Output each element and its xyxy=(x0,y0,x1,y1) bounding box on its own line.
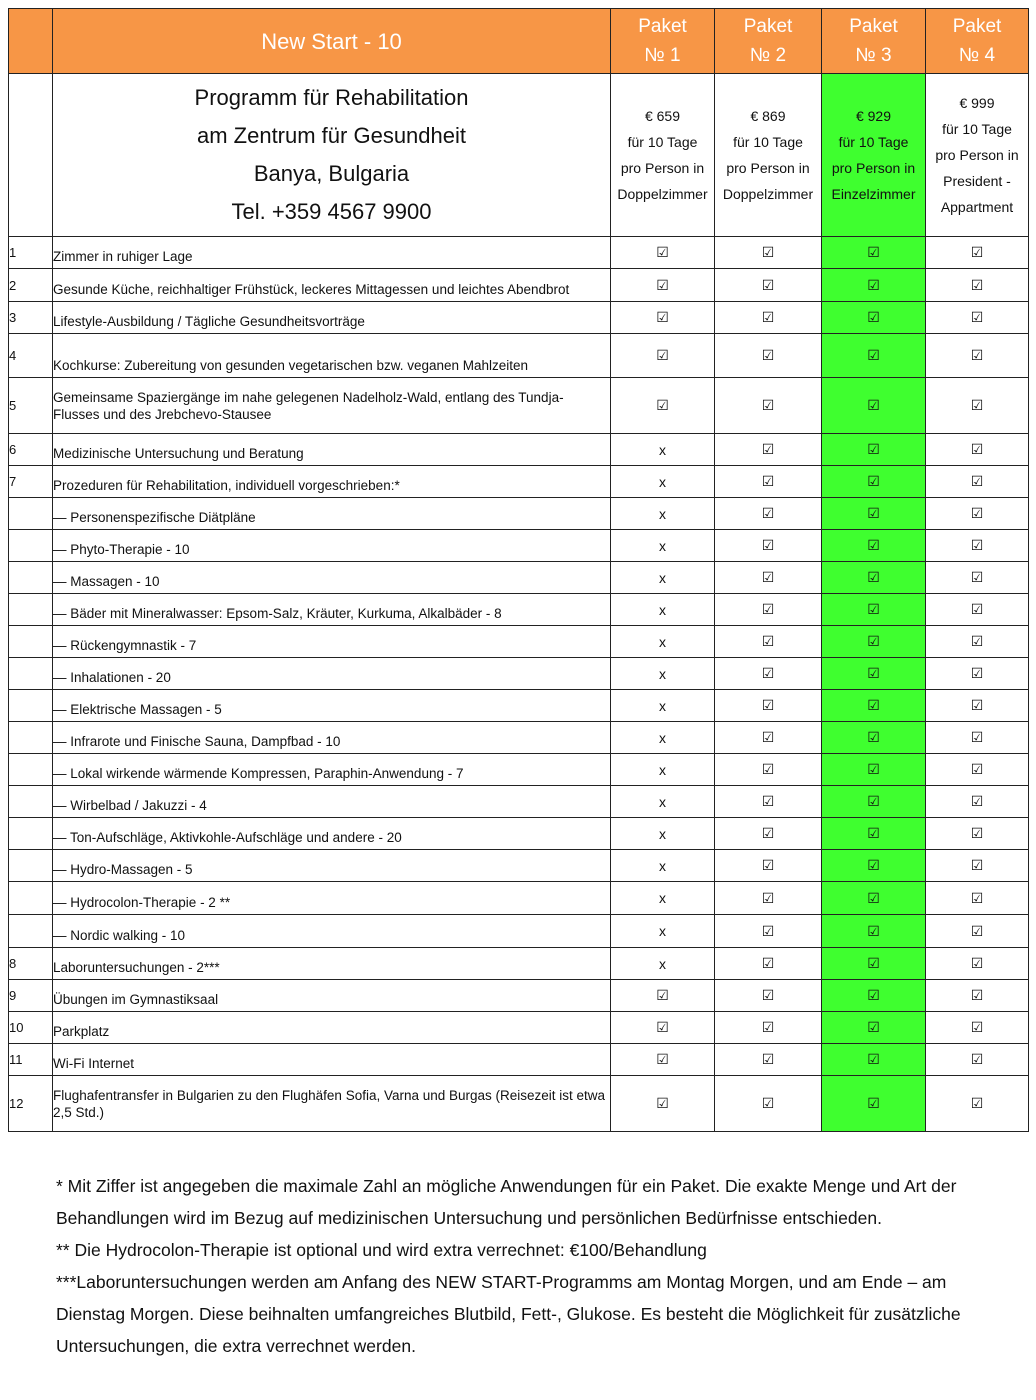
price-person: pro Person in xyxy=(726,160,810,176)
package-3-header xyxy=(822,9,926,74)
included-check-icon: ☑ xyxy=(926,980,1029,1012)
included-check-icon: ☑ xyxy=(926,498,1029,530)
included-check-icon: ☑ xyxy=(822,818,926,850)
price-amount: € 659 xyxy=(644,108,681,124)
included-check-icon: ☑ xyxy=(926,626,1029,658)
included-check-icon: ☑ xyxy=(715,334,822,378)
included-check-icon: ☑ xyxy=(822,530,926,562)
row-number xyxy=(9,530,53,562)
feature-label: — Infrarote und Finische Sauna, Dampfbad - 10 xyxy=(53,722,611,754)
price-person: pro Person in xyxy=(935,147,1019,163)
footnotes xyxy=(56,1170,1011,1362)
table-row xyxy=(9,498,1029,530)
row-number: 10 xyxy=(9,1012,53,1044)
included-check-icon: ☑ xyxy=(926,658,1029,690)
not-included-mark: x xyxy=(611,690,715,722)
package-3-number: № 3 xyxy=(855,45,892,66)
table-row xyxy=(9,786,1029,818)
feature-label: Prozeduren für Rehabilitation, individuell vorgeschrieben:* xyxy=(53,466,611,498)
included-check-icon: ☑ xyxy=(926,237,1029,269)
table-row xyxy=(9,302,1029,334)
price-days: für 10 Tage xyxy=(627,134,698,150)
included-check-icon: ☑ xyxy=(715,594,822,626)
price-days: für 10 Tage xyxy=(942,121,1012,137)
feature-label: — Lokal wirkende wärmende Kompressen, Paraphin-Anwendung - 7 xyxy=(53,754,611,786)
included-check-icon: ☑ xyxy=(822,269,926,302)
included-check-icon: ☑ xyxy=(715,302,822,334)
feature-label: Gemeinsame Spaziergänge im nahe gelegenen Nadelholz-Wald, entlang des Tundja-Flusses und des Jrebchevo-Stausee xyxy=(53,378,611,434)
included-check-icon: ☑ xyxy=(926,1076,1029,1132)
table-row xyxy=(9,562,1029,594)
included-check-icon: ☑ xyxy=(822,334,926,378)
table-row xyxy=(9,530,1029,562)
package-table xyxy=(8,8,1029,1132)
price-amount: € 929 xyxy=(855,108,892,124)
not-included-mark: x xyxy=(611,594,715,626)
table-row xyxy=(9,915,1029,948)
included-check-icon: ☑ xyxy=(715,915,822,948)
table-row xyxy=(9,882,1029,915)
included-check-icon: ☑ xyxy=(715,1012,822,1044)
feature-label: Zimmer in ruhiger Lage xyxy=(53,237,611,269)
included-check-icon: ☑ xyxy=(715,562,822,594)
row-number xyxy=(9,882,53,915)
feature-label: — Nordic walking - 10 xyxy=(53,915,611,948)
included-check-icon: ☑ xyxy=(715,237,822,269)
included-check-icon: ☑ xyxy=(926,882,1029,915)
included-check-icon: ☑ xyxy=(715,269,822,302)
feature-label: — Massagen - 10 xyxy=(53,562,611,594)
included-check-icon: ☑ xyxy=(611,980,715,1012)
table-row xyxy=(9,594,1029,626)
not-included-mark: x xyxy=(611,850,715,882)
included-check-icon: ☑ xyxy=(822,1076,926,1132)
not-included-mark: x xyxy=(611,754,715,786)
package-2-header xyxy=(715,9,822,74)
price-person: pro Person in xyxy=(620,160,705,176)
included-check-icon: ☑ xyxy=(926,302,1029,334)
not-included-mark: x xyxy=(611,786,715,818)
included-check-icon: ☑ xyxy=(715,1044,822,1076)
price-days: für 10 Tage xyxy=(733,134,803,150)
table-row xyxy=(9,237,1029,269)
included-check-icon: ☑ xyxy=(822,850,926,882)
row-number xyxy=(9,626,53,658)
included-check-icon: ☑ xyxy=(926,818,1029,850)
row-number: 9 xyxy=(9,980,53,1012)
included-check-icon: ☑ xyxy=(926,915,1029,948)
feature-label: — Hydrocolon-Therapie - 2 ** xyxy=(53,882,611,915)
included-check-icon: ☑ xyxy=(715,690,822,722)
table-row xyxy=(9,722,1029,754)
included-check-icon: ☑ xyxy=(926,594,1029,626)
included-check-icon: ☑ xyxy=(715,530,822,562)
included-check-icon: ☑ xyxy=(822,754,926,786)
included-check-icon: ☑ xyxy=(822,722,926,754)
package-1-price xyxy=(611,74,715,237)
feature-label: Flughafentransfer in Bulgarien zu den Flughäfen Sofia, Varna und Burgas (Reisezeit ist etwa 2,5 Std.) xyxy=(53,1076,611,1132)
package-4-header xyxy=(926,9,1029,74)
price-room: Doppelzimmer xyxy=(722,186,814,202)
not-included-mark: x xyxy=(611,722,715,754)
included-check-icon: ☑ xyxy=(822,466,926,498)
not-included-mark: x xyxy=(611,466,715,498)
info-line-program: Programm für Rehabilitation xyxy=(194,85,469,110)
not-included-mark: x xyxy=(611,562,715,594)
package-1-header xyxy=(611,9,715,74)
not-included-mark: x xyxy=(611,626,715,658)
included-check-icon: ☑ xyxy=(715,722,822,754)
included-check-icon: ☑ xyxy=(611,237,715,269)
row-number: 2 xyxy=(9,269,53,302)
table-row xyxy=(9,626,1029,658)
included-check-icon: ☑ xyxy=(715,378,822,434)
included-check-icon: ☑ xyxy=(611,269,715,302)
included-check-icon: ☑ xyxy=(611,1076,715,1132)
not-included-mark: x xyxy=(611,498,715,530)
included-check-icon: ☑ xyxy=(926,786,1029,818)
row-number xyxy=(9,754,53,786)
row-number xyxy=(9,594,53,626)
included-check-icon: ☑ xyxy=(822,498,926,530)
feature-label: Parkplatz xyxy=(53,1012,611,1044)
feature-label: — Inhalationen - 20 xyxy=(53,658,611,690)
included-check-icon: ☑ xyxy=(822,915,926,948)
package-2-price xyxy=(715,74,822,237)
info-line-phone: Tel. +359 4567 9900 xyxy=(231,199,432,224)
not-included-mark: x xyxy=(611,818,715,850)
feature-label: — Phyto-Therapie - 10 xyxy=(53,530,611,562)
feature-label: — Ton-Aufschläge, Aktivkohle-Aufschläge und andere - 20 xyxy=(53,818,611,850)
row-number xyxy=(9,850,53,882)
row-number xyxy=(9,498,53,530)
price-row xyxy=(9,74,1029,237)
package-1-label: Paket xyxy=(638,16,687,37)
included-check-icon: ☑ xyxy=(822,434,926,466)
package-4-number: № 4 xyxy=(958,45,996,66)
included-check-icon: ☑ xyxy=(926,1012,1029,1044)
not-included-mark: x xyxy=(611,658,715,690)
table-row xyxy=(9,1076,1029,1132)
included-check-icon: ☑ xyxy=(715,466,822,498)
not-included-mark: x xyxy=(611,530,715,562)
price-amount: € 999 xyxy=(959,95,995,111)
feature-label: Kochkurse: Zubereitung von gesunden vegetarischen bzw. veganen Mahlzeiten xyxy=(53,334,611,378)
price-room: Doppelzimmer xyxy=(617,186,708,202)
table-row xyxy=(9,948,1029,980)
included-check-icon: ☑ xyxy=(926,378,1029,434)
table-row xyxy=(9,334,1029,378)
package-3-price xyxy=(822,74,926,237)
included-check-icon: ☑ xyxy=(822,948,926,980)
included-check-icon: ☑ xyxy=(822,302,926,334)
included-check-icon: ☑ xyxy=(715,786,822,818)
package-1-number: № 1 xyxy=(644,45,681,66)
not-included-mark: x xyxy=(611,915,715,948)
table-row xyxy=(9,690,1029,722)
price-room-2: Appartment xyxy=(940,199,1014,215)
included-check-icon: ☑ xyxy=(715,498,822,530)
included-check-icon: ☑ xyxy=(926,722,1029,754)
included-check-icon: ☑ xyxy=(715,434,822,466)
row-number xyxy=(9,562,53,594)
header-corner-cell xyxy=(9,9,53,74)
package-4-label: Paket xyxy=(952,16,1002,37)
included-check-icon: ☑ xyxy=(715,1076,822,1132)
table-row xyxy=(9,658,1029,690)
included-check-icon: ☑ xyxy=(822,378,926,434)
included-check-icon: ☑ xyxy=(926,434,1029,466)
feature-label: Gesunde Küche, reichhaltiger Frühstück, leckeres Mittagessen und leichtes Abendbrot xyxy=(53,269,611,302)
table-row xyxy=(9,466,1029,498)
included-check-icon: ☑ xyxy=(715,626,822,658)
included-check-icon: ☑ xyxy=(822,1012,926,1044)
price-room: President - xyxy=(943,173,1011,189)
not-included-mark: x xyxy=(611,948,715,980)
included-check-icon: ☑ xyxy=(611,378,715,434)
table-row xyxy=(9,754,1029,786)
feature-label: — Rückengymnastik - 7 xyxy=(53,626,611,658)
included-check-icon: ☑ xyxy=(822,786,926,818)
table-row xyxy=(9,818,1029,850)
not-included-mark: x xyxy=(611,434,715,466)
row-number: 8 xyxy=(9,948,53,980)
row-number: 7 xyxy=(9,466,53,498)
footnote-2: ** Die Hydrocolon-Therapie ist optional und wird extra verrechnet: €100/Behandlung xyxy=(56,1240,707,1260)
price-amount: € 869 xyxy=(750,108,786,124)
row-number xyxy=(9,915,53,948)
included-check-icon: ☑ xyxy=(715,818,822,850)
included-check-icon: ☑ xyxy=(715,948,822,980)
feature-label: Übungen im Gymnastiksaal xyxy=(53,980,611,1012)
feature-label: Lifestyle-Ausbildung / Tägliche Gesundheitsvorträge xyxy=(53,302,611,334)
row-number xyxy=(9,786,53,818)
included-check-icon: ☑ xyxy=(822,562,926,594)
table-row xyxy=(9,850,1029,882)
row-number: 5 xyxy=(9,378,53,434)
included-check-icon: ☑ xyxy=(926,466,1029,498)
feature-label: — Elektrische Massagen - 5 xyxy=(53,690,611,722)
included-check-icon: ☑ xyxy=(926,948,1029,980)
row-number: 3 xyxy=(9,302,53,334)
row-number xyxy=(9,690,53,722)
table-row xyxy=(9,434,1029,466)
info-line-center: am Zentrum für Gesundheit xyxy=(196,123,466,148)
program-info xyxy=(53,74,611,237)
included-check-icon: ☑ xyxy=(822,658,926,690)
feature-label: Medizinische Untersuchung und Beratung xyxy=(53,434,611,466)
row-number: 1 xyxy=(9,237,53,269)
footnote-3: ***Laboruntersuchungen werden am Anfang des NEW START-Programms am Montag Morgen, und am Ende – am Dienstag Morgen. Diese beihnalten umfangreiches Blutbild, Fett-, Glukose. Es besteht die Möglichkeit für zusätzliche Untersuchungen, die extra verrechnet werden. xyxy=(56,1272,961,1356)
package-2-number: № 2 xyxy=(749,45,787,66)
included-check-icon: ☑ xyxy=(715,658,822,690)
included-check-icon: ☑ xyxy=(611,302,715,334)
feature-label: — Wirbelbad / Jakuzzi - 4 xyxy=(53,786,611,818)
included-check-icon: ☑ xyxy=(926,269,1029,302)
included-check-icon: ☑ xyxy=(611,334,715,378)
included-check-icon: ☑ xyxy=(822,690,926,722)
included-check-icon: ☑ xyxy=(926,334,1029,378)
price-person: pro Person in xyxy=(831,160,916,176)
not-included-mark: x xyxy=(611,882,715,915)
feature-label: Wi-Fi Internet xyxy=(53,1044,611,1076)
included-check-icon: ☑ xyxy=(715,980,822,1012)
info-line-location: Banya, Bulgaria xyxy=(253,161,410,186)
included-check-icon: ☑ xyxy=(611,1012,715,1044)
row-number xyxy=(9,658,53,690)
included-check-icon: ☑ xyxy=(822,1044,926,1076)
feature-label: — Hydro-Massagen - 5 xyxy=(53,850,611,882)
header-row xyxy=(9,9,1029,74)
info-corner-cell xyxy=(9,74,53,237)
row-number: 4 xyxy=(9,334,53,378)
included-check-icon: ☑ xyxy=(822,237,926,269)
row-number: 12 xyxy=(9,1076,53,1132)
row-number: 11 xyxy=(9,1044,53,1076)
row-number xyxy=(9,818,53,850)
row-number: 6 xyxy=(9,434,53,466)
package-2-label: Paket xyxy=(743,16,793,37)
included-check-icon: ☑ xyxy=(822,594,926,626)
included-check-icon: ☑ xyxy=(926,754,1029,786)
included-check-icon: ☑ xyxy=(822,980,926,1012)
included-check-icon: ☑ xyxy=(822,882,926,915)
included-check-icon: ☑ xyxy=(926,530,1029,562)
table-row xyxy=(9,378,1029,434)
table-row xyxy=(9,269,1029,302)
included-check-icon: ☑ xyxy=(926,562,1029,594)
included-check-icon: ☑ xyxy=(926,1044,1029,1076)
program-title: New Start - 10 xyxy=(53,9,611,74)
table-row xyxy=(9,980,1029,1012)
feature-label: — Bäder mit Mineralwasser: Epsom-Salz, Kräuter, Kurkuma, Alkalbäder - 8 xyxy=(53,594,611,626)
feature-label: Laboruntersuchungen - 2*** xyxy=(53,948,611,980)
included-check-icon: ☑ xyxy=(715,850,822,882)
price-room: Einzelzimmer xyxy=(831,186,916,202)
included-check-icon: ☑ xyxy=(715,882,822,915)
row-number xyxy=(9,722,53,754)
price-days: für 10 Tage xyxy=(838,134,909,150)
footnote-1: * Mit Ziffer ist angegeben die maximale Zahl an mögliche Anwendungen für ein Paket. Die exakte Menge und Art der Behandlungen wird im Bezug auf medizinischen Untersuchung und persönlichen Bedürfnisse entschieden. xyxy=(56,1176,957,1228)
included-check-icon: ☑ xyxy=(611,1044,715,1076)
table-row xyxy=(9,1044,1029,1076)
included-check-icon: ☑ xyxy=(926,850,1029,882)
package-3-label: Paket xyxy=(849,16,898,37)
feature-label: — Personenspezifische Diätpläne xyxy=(53,498,611,530)
included-check-icon: ☑ xyxy=(926,690,1029,722)
table-row xyxy=(9,1012,1029,1044)
included-check-icon: ☑ xyxy=(715,754,822,786)
package-4-price xyxy=(926,74,1029,237)
included-check-icon: ☑ xyxy=(822,626,926,658)
